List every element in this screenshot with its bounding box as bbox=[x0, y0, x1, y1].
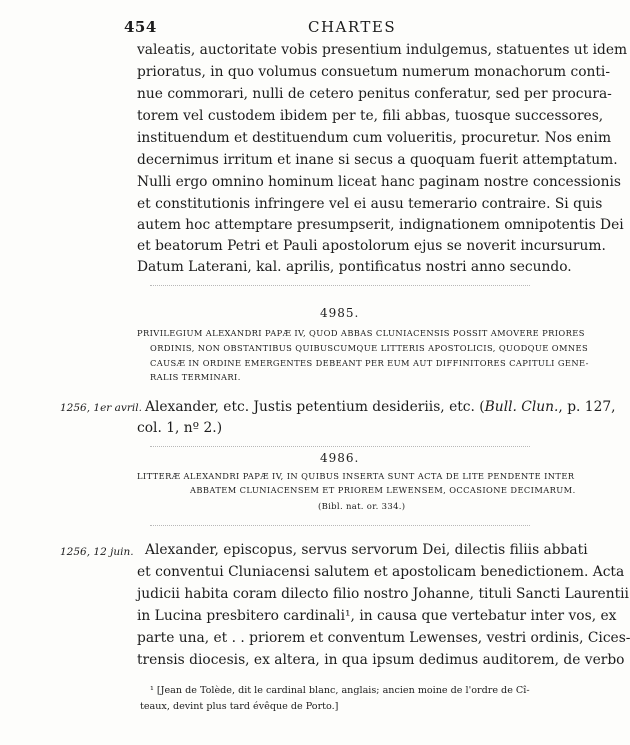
text-line: et beatorum Petri et Pauli apostolorum ejus se noverit incursurum. bbox=[137, 238, 606, 254]
bleed-through-line bbox=[150, 285, 530, 287]
charter-number: 4985. bbox=[320, 306, 360, 320]
margin-date: 1256, 12 juin. bbox=[60, 546, 134, 558]
running-title: CHARTES bbox=[308, 18, 397, 36]
footnote-line: ¹ [Jean de Tolède, dit le cardinal blanc, anglais; ancien moine de l'ordre de Cî- bbox=[150, 685, 530, 696]
rubric-line: ABBATEM CLUNIACENSEM ET PRIOREM LEWENSEM, OCCASIONE DECIMARUM. bbox=[190, 485, 576, 495]
rubric-line: CAUSÆ IN ORDINE EMERGENTES DEBEANT PER EUM AUT DIFFINITORES CAPITULI GENE- bbox=[150, 358, 589, 368]
text-segment: Alexander, etc. Justis petentium desideriis, etc. ( bbox=[145, 399, 485, 415]
charter-text-line: Alexander, episcopus, servus servorum Dei, dilectis filiis abbati bbox=[145, 542, 588, 558]
text-segment: , p. 127, bbox=[558, 399, 616, 415]
charter-text-line bbox=[145, 397, 616, 418]
text-line: Nulli ergo omnino hominum liceat hanc paginam nostre concessionis bbox=[137, 174, 621, 190]
text-line: valeatis, auctoritate vobis presentium indulgemus, statuentes ut idem bbox=[137, 42, 628, 58]
charter-text-line: col. 1, nº 2.) bbox=[137, 420, 223, 436]
charter-text-line: trensis diocesis, ex altera, in qua ipsum dedimus auditorem, de verbo bbox=[137, 652, 625, 668]
text-line: decernimus irritum et inane si secus a quoquam fuerit attemptatum. bbox=[137, 152, 618, 168]
text-line: Datum Laterani, kal. aprilis, pontificatus nostri anno secundo. bbox=[137, 259, 572, 275]
rubric-line: ORDINIS, NON OBSTANTIBUS QUIBUSCUMQUE LITTERIS APOSTOLICIS, QUODQUE OMNES bbox=[150, 343, 589, 353]
text-line: torem vel custodem ibidem per te, fili abbas, tuosque successores, bbox=[137, 108, 604, 124]
rubric-line: RALIS TERMINARI. bbox=[150, 372, 241, 382]
margin-date: 1256, 1er avril. bbox=[60, 402, 142, 414]
charter-text-line: et conventui Cluniacensi salutem et apostolicam benedictionem. Acta bbox=[137, 564, 625, 580]
footnote-line: teaux, devint plus tard évêque de Porto.] bbox=[140, 701, 339, 712]
text-line: instituendum et destituendum cum volueritis, procuretur. Nos enim bbox=[137, 130, 612, 146]
text-line: autem hoc attemptare presumpserit, indignationem omnipotentis Dei bbox=[137, 217, 624, 233]
charter-text-line: parte una, et . . priorem et conventum Lewenses, vestri ordinis, Cices- bbox=[137, 630, 630, 646]
text-line: et constitutionis infringere vel ei ausu temerario contraire. Si quis bbox=[137, 196, 603, 212]
charter-text-line: judicii habita coram dilecto filio nostro Johanne, tituli Sancti Laurentii bbox=[137, 586, 629, 602]
text-line: prioratus, in quo volumus consuetum numerum monachorum conti- bbox=[137, 64, 611, 80]
charter-text-line: in Lucina presbitero cardinali¹, in causa que vertebatur inter vos, ex bbox=[137, 608, 617, 624]
citation-title: Bull. Clun. bbox=[484, 399, 559, 415]
bleed-through-line bbox=[150, 446, 530, 448]
page-number: 454 bbox=[124, 18, 157, 36]
rubric-line: PRIVILEGIUM ALEXANDRI PAPÆ IV, QUOD ABBAS CLUNIACENSIS POSSIT AMOVERE PRIORES bbox=[137, 328, 585, 338]
bleed-through-line bbox=[150, 525, 530, 527]
charter-number: 4986. bbox=[320, 451, 360, 465]
source-reference: (Bibl. nat. or. 334.) bbox=[318, 502, 406, 512]
text-line: nue commorari, nulli de cetero penitus conferatur, sed per procura- bbox=[137, 86, 612, 102]
rubric-line: LITTERÆ ALEXANDRI PAPÆ IV, IN QUIBUS INSERTA SUNT ACTA DE LITE PENDENTE INTER bbox=[137, 471, 575, 481]
